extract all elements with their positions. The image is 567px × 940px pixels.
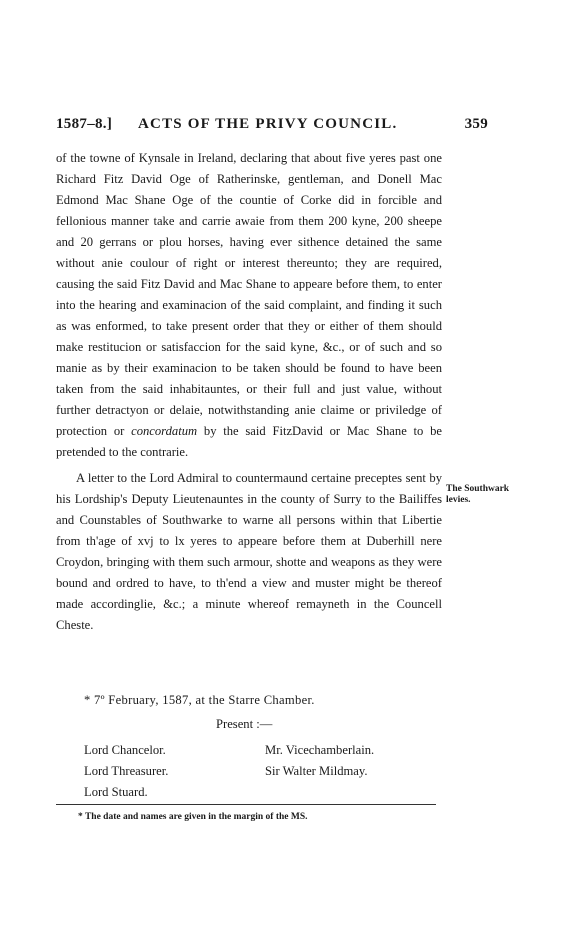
italic-term: concordatum — [131, 424, 198, 438]
header-year: 1587–8.] — [56, 116, 113, 132]
header-title: ACTS OF THE PRIVY COUNCIL. — [138, 116, 398, 132]
footnote-divider — [56, 804, 436, 805]
paragraph-text: of the towne of Kynsale in Ireland, declaring that about five yeres past one Richard Fitz David Oge of Ratherinske, gentleman, and Donell Mac Edmond Mac Shane Oge of the countie of Corke did in forcible and fellonious manner take and carrie awaie from them 200 kyne, 200 sheepe and 20 gerrans or plou horses, having ever sithence detained the same without anie coulour of right or interest thereunto; they are required, causing the said Fitz David and Mac Shane to appeare before them, to enter into the hearing and examinacion of the said complaint, and finding it such as was enformed, to take present order that they or either of them should make restitucion or satisfaccion for the said kyne, &c., or of such and so manie as by their examinacion to be taken should be found to have been taken from the said inhabitauntes, or their full and just value, without further detractyon or delaie, notwithstanding anie claime or priviledge of protection or — [56, 151, 442, 438]
paragraph-kynsale — [56, 148, 442, 463]
paragraph-southwark: A letter to the Lord Admiral to countermaund certaine preceptes sent by his Lordship's Deputy Lieutenauntes in the county of Surry to the Bailiffes and Counstables of Southwarke to warne all persons within that Libertie from th'age of xvj to lx yeres to appeare before them at Duberhill nere Croydon, bringing with them such armour, shotte and weapons as they were bound and ordred to have, to th'end a view and muster might be thereof made accordinglie, &c.; a minute whereof remayneth in the Councell Cheste. — [56, 471, 442, 632]
paragraph-text-end: by the said FitzDavid or Mac Shane to be pretended to the contrarie. — [56, 424, 443, 459]
footnote: * The date and names are given in the margin of the MS. — [78, 812, 308, 822]
attendees-left — [84, 740, 168, 803]
present-label: Present :— — [216, 717, 273, 731]
attendee: Sir Walter Mildmay. — [265, 764, 368, 778]
body-text — [56, 148, 442, 636]
page-number: 359 — [464, 116, 488, 132]
attendee: Lord Chancelor. — [84, 743, 166, 757]
attendee: Lord Stuard. — [84, 785, 148, 799]
attendees-right — [265, 740, 374, 782]
meeting-heading: * 7º February, 1587, at the Starre Chamber. — [84, 693, 315, 707]
margin-note: The Southwark levies. — [446, 484, 510, 505]
attendee: Mr. Vicechamberlain. — [265, 743, 375, 757]
attendee: Lord Threasurer. — [84, 764, 169, 778]
